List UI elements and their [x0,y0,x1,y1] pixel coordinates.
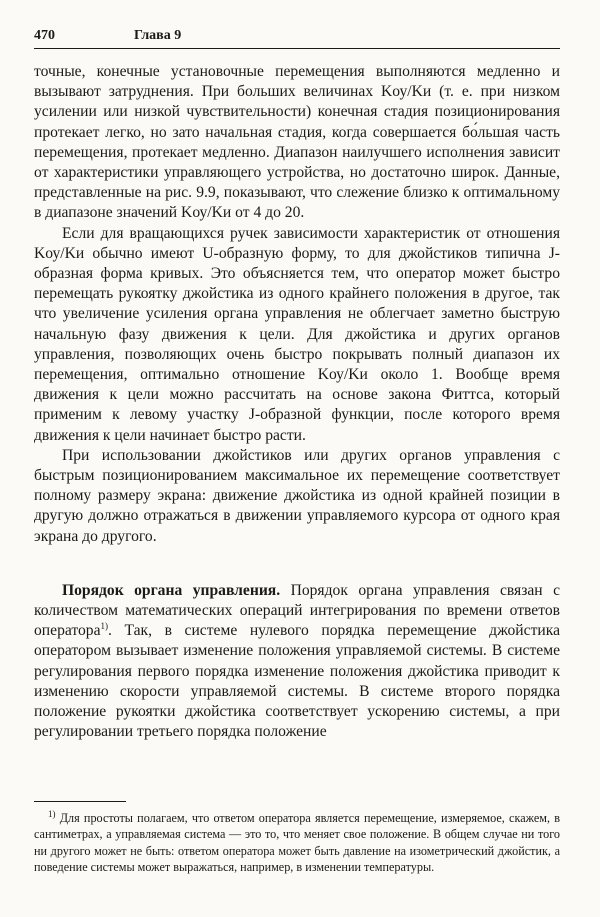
page-header [34,24,560,49]
section-control-order [34,581,560,743]
footnote-text: Для простоты полагаем, что ответом оператора является перемещение, измеряемое, скажем, в сантиметрах, а управляемая система — это то, что меняет свое положение. В общем случае ни того ни другого может не быть: ответом оператора может быть давление на изометрический джойстик, а поведение системы может выражаться, например, в изменении температуры. [34,811,561,875]
paragraph-joysticks: Если для вращающихся ручек зависимости характеристик от отношения Kоу/Kи обычно имеют U-образную форму, то для джойстиков типична J-образная форма кривых. Это объясняется тем, что оператор может быстро перемещать рукоятку джойстика из одного крайнего положения в другое, так что увеличение усиления органа управления не облегчает заметно быструю начальную фазу движения к цели. Для джойстика и других органов управления, позволяющих очень быстро покрывать полный диапазон их перемещения, оптимально отношение Kоу/Kи около 1. Вообще время движения к цели можно рассчитать на основе закона Фиттса, который применим к левому участку J-образной функции, после которого время движения к цели начинает быстро расти. [34,224,560,444]
footnote-marker: 1) [48,808,56,819]
paragraph-positioning: При использовании джойстиков или других органов управления с быстрым позиционированием максимальное их перемещение соответствует полному размеру экрана: движение джойстика из одной крайней позиции в другую должно отражаться в движении управляемого курсора от одного края экрана до другого. [34,446,560,545]
footnote-divider [34,801,126,802]
section-text: Порядок органа управления связан с количеством математических операций интегрирования по времени ответов оператора [34,581,560,640]
page-number: 470 [34,28,55,43]
footnote-reference: 1) [100,621,109,632]
section-text-continued: . Так, в системе нулевого порядка перемещение джойстика оператором вызывает изменение положения управляемой системы. В системе регулирования первого порядка изменение положения джойстика приводит к изменению скорости управляемой системы. В системе второго порядка положение рукоятки джойстика соответствует ускорению системы, а при регулировании третьего порядка положение [34,622,560,741]
page-body [34,62,560,743]
chapter-title: Глава 9 [134,28,182,43]
section-title: Порядок органа управления. [62,581,281,599]
footnote [34,810,560,876]
paragraph-continuation: точные, конечные установочные перемещения выполняются медленно и вызывают затруднения. При больших величинах Kоу/Kи (т. е. при низком усилении или низкой чувствительности) конечная стадия позиционирования протекает легко, но зато начальная стадия, когда совершается бо́льшая часть перемещения, протекает медленно. Диапазон наилучшего исполнения зависит от характеристики управляющего устройства, но достаточно широк. Данные, представленные на рис. 9.9, показывают, что слежение близко к оптимальному в диапазоне значений Kоу/Kи от 4 до 20. [34,63,560,222]
